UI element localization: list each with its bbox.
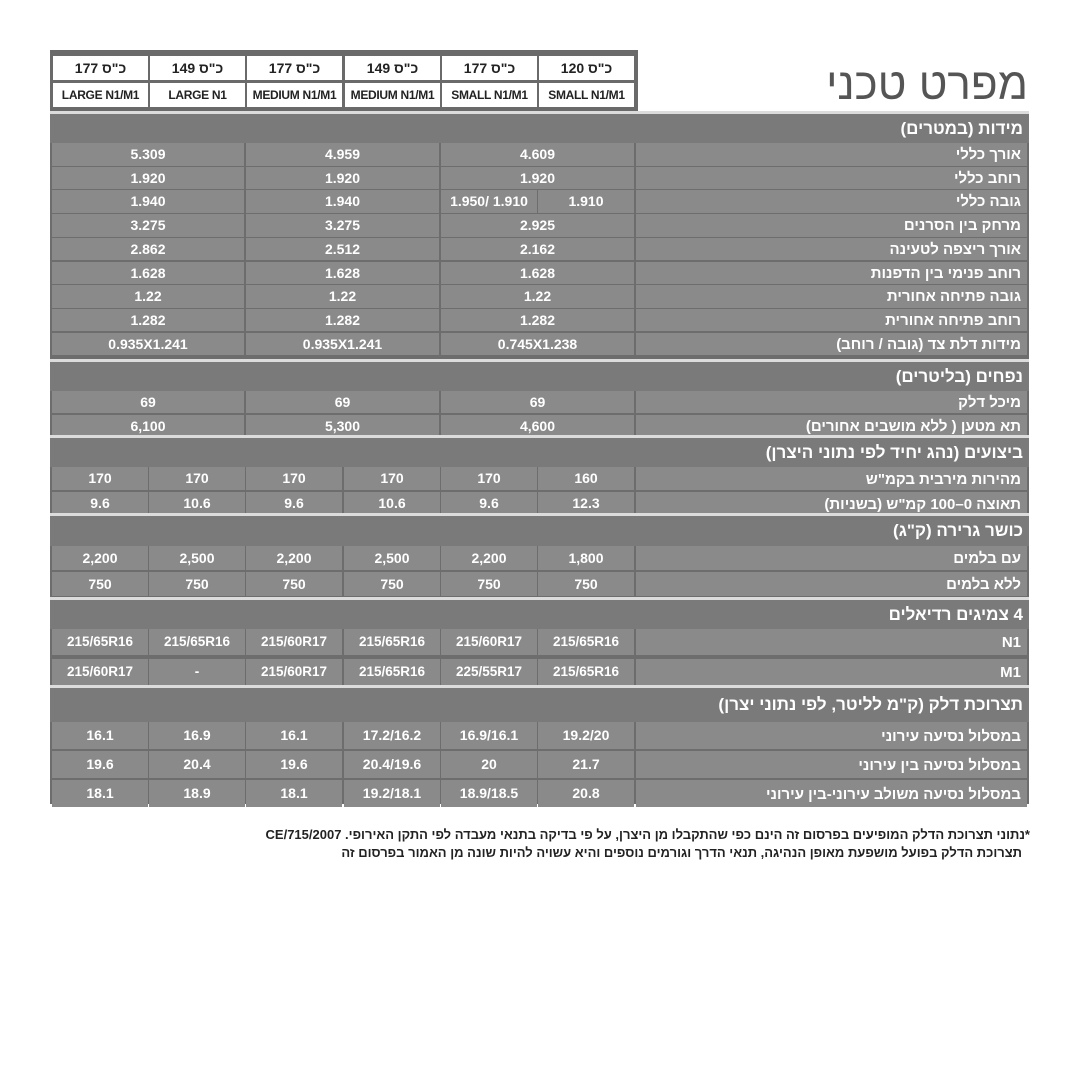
value-cell: 750 — [246, 572, 342, 596]
section-tires — [50, 597, 1029, 629]
value-cell: 215/65R16 — [538, 629, 634, 655]
value-cell: 2.162 — [441, 238, 634, 261]
section-title: 4 צמיגים רדיאלים — [888, 605, 1023, 624]
value-cell: 69 — [246, 391, 439, 413]
value-cell: 2.862 — [52, 238, 244, 261]
row-label: במסלול נסיעה משולב עירוני-בין עירוני — [636, 780, 1027, 807]
model-name-label: SMALL N1/M1 — [539, 83, 634, 107]
value-cell: 12.3 — [538, 492, 634, 515]
value-cell: 21.7 — [538, 751, 634, 778]
value-cell: 215/65R16 — [149, 629, 245, 655]
value-cell: 20.4 — [149, 751, 245, 778]
value-cell: 215/65R16 — [538, 659, 634, 685]
row-label: במסלול נסיעה בין עירוני — [636, 751, 1027, 778]
value-cell: 5.309 — [52, 143, 244, 166]
value-cell: 1.920 — [52, 167, 244, 190]
value-cell: 17.2/16.2 — [344, 722, 440, 749]
row-label: מיכל דלק — [636, 391, 1027, 413]
value-cell: 16.1 — [246, 722, 342, 749]
model-name-label: MEDIUM N1/M1 — [345, 83, 440, 107]
value-cell: 1.282 — [441, 309, 634, 332]
row-label: אורך ריצפה לטעינה — [636, 238, 1027, 261]
row-label: ללא בלמים — [636, 572, 1027, 596]
value-cell: - — [149, 659, 245, 685]
value-cell: 1.940 — [246, 190, 439, 213]
value-cell: 170 — [246, 467, 342, 490]
row-label: עם בלמים — [636, 546, 1027, 570]
value-cell: 215/60R17 — [246, 659, 342, 685]
value-cell: 215/65R16 — [344, 659, 440, 685]
value-cell: 1.940 — [52, 190, 244, 213]
section-volumes — [50, 359, 1029, 391]
row-label: תאוצה 0–100 קמ"ש (בשניות) — [636, 492, 1027, 515]
section-title: מידות (במטרים) — [900, 119, 1023, 138]
value-cell: 750 — [538, 572, 634, 596]
value-cell: 10.6 — [149, 492, 245, 515]
value-cell: 16.9 — [149, 722, 245, 749]
value-cell: 1.628 — [441, 262, 634, 285]
value-cell: 4.609 — [441, 143, 634, 166]
value-cell: 18.9/18.5 — [441, 780, 537, 807]
value-cell: 20.4/19.6 — [344, 751, 440, 778]
row-label: מהירות מירבית בקמ"ש — [636, 467, 1027, 490]
section-title: נפחים (בליטרים) — [895, 367, 1023, 386]
value-cell: 1.282 — [246, 309, 439, 332]
value-cell: 20 — [441, 751, 537, 778]
value-cell: 16.9/16.1 — [441, 722, 537, 749]
value-cell: 0.935X1.241 — [52, 333, 244, 356]
value-cell: 170 — [52, 467, 148, 490]
model-name-label: MEDIUM N1/M1 — [247, 83, 342, 107]
value-cell: 9.6 — [52, 492, 148, 515]
row-label: רוחב פנימי בין הדפנות — [636, 262, 1027, 285]
section-fuel — [50, 685, 1029, 722]
value-cell: 2,500 — [149, 546, 245, 570]
row-label: רוחב כללי — [636, 167, 1027, 190]
value-cell: 16.1 — [52, 722, 148, 749]
value-cell: 750 — [149, 572, 245, 596]
value-cell: 69 — [441, 391, 634, 413]
row-label: רוחב פתיחה אחורית — [636, 309, 1027, 332]
value-cell: 0.745X1.238 — [441, 333, 634, 356]
section-title: כושר גרירה (ק"ג) — [893, 521, 1023, 540]
value-cell: 215/60R17 — [52, 659, 148, 685]
value-cell: 19.2/18.1 — [344, 780, 440, 807]
value-cell: 2,200 — [52, 546, 148, 570]
value-cell: 1.920 — [246, 167, 439, 190]
value-cell: 170 — [344, 467, 440, 490]
value-cell: 20.8 — [538, 780, 634, 807]
page-title: מפרט טכני — [826, 60, 1028, 109]
value-cell: 2.512 — [246, 238, 439, 261]
value-cell: 5,300 — [246, 415, 439, 437]
section-towing — [50, 513, 1029, 546]
value-cell: 9.6 — [246, 492, 342, 515]
value-cell: 2.925 — [441, 214, 634, 237]
value-cell: 1.282 — [52, 309, 244, 332]
value-cell: 1.950/ 1.910 — [441, 190, 537, 213]
value-cell: 9.6 — [441, 492, 537, 515]
value-cell: 215/65R16 — [344, 629, 440, 655]
value-cell: 1.22 — [246, 285, 439, 308]
value-cell: 170 — [149, 467, 245, 490]
model-power-label: 177 כ"ס — [247, 56, 342, 80]
value-cell: 750 — [441, 572, 537, 596]
value-cell: 4,600 — [441, 415, 634, 437]
value-cell: 4.959 — [246, 143, 439, 166]
value-cell: 3.275 — [246, 214, 439, 237]
row-label: גובה כללי — [636, 190, 1027, 213]
row-label: גובה פתיחה אחורית — [636, 285, 1027, 308]
model-power-label: 149 כ"ס — [150, 56, 245, 80]
model-name-label: LARGE N1/M1 — [53, 83, 148, 107]
spec-table — [50, 111, 1029, 804]
model-power-label: 120 כ"ס — [539, 56, 634, 80]
value-cell: 1.22 — [441, 285, 634, 308]
model-name-label: SMALL N1/M1 — [442, 83, 537, 107]
value-cell: 170 — [441, 467, 537, 490]
section-performance — [50, 435, 1029, 467]
value-cell: 2,200 — [246, 546, 342, 570]
footnote-line-2: תצרוכת הדלק בפועל מושפעת מאופן הנהיגה, תנאי הדרך וגורמים נוספים והיא עשויה להיות שונה מן האמור בפרסום זה — [341, 845, 1022, 860]
row-label: תא מטען ( ללא מושבים אחורים) — [636, 415, 1027, 437]
row-label: M1 — [636, 659, 1027, 685]
value-cell: 160 — [538, 467, 634, 490]
value-cell: 1.920 — [441, 167, 634, 190]
value-cell: 69 — [52, 391, 244, 413]
value-cell: 1.628 — [52, 262, 244, 285]
section-dimensions — [50, 111, 1029, 143]
value-cell: 215/60R17 — [441, 629, 537, 655]
value-cell: 2,500 — [344, 546, 440, 570]
value-cell: 1,800 — [538, 546, 634, 570]
value-cell: 225/55R17 — [441, 659, 537, 685]
value-cell: 18.9 — [149, 780, 245, 807]
value-cell: 6,100 — [52, 415, 244, 437]
value-cell: 19.2/20 — [538, 722, 634, 749]
value-cell: 0.935X1.241 — [246, 333, 439, 356]
row-label: N1 — [636, 629, 1027, 655]
section-title: תצרוכת דלק (ק"מ לליטר, לפי נתוני יצרן) — [718, 695, 1023, 714]
value-cell: 1.910 — [538, 190, 634, 213]
footnote — [50, 826, 1030, 862]
value-cell: 1.22 — [52, 285, 244, 308]
row-label: אורך כללי — [636, 143, 1027, 166]
value-cell: 3.275 — [52, 214, 244, 237]
value-cell: 750 — [52, 572, 148, 596]
row-label: במסלול נסיעה עירוני — [636, 722, 1027, 749]
value-cell: 18.1 — [246, 780, 342, 807]
model-name-label: LARGE N1 — [150, 83, 245, 107]
value-cell: 215/60R17 — [246, 629, 342, 655]
model-header — [50, 50, 638, 111]
value-cell: 750 — [344, 572, 440, 596]
row-label: מרחק בין הסרנים — [636, 214, 1027, 237]
value-cell: 10.6 — [344, 492, 440, 515]
value-cell: 19.6 — [52, 751, 148, 778]
model-power-label: 177 כ"ס — [53, 56, 148, 80]
value-cell: 2,200 — [441, 546, 537, 570]
value-cell: 18.1 — [52, 780, 148, 807]
model-power-label: 177 כ"ס — [442, 56, 537, 80]
model-power-label: 149 כ"ס — [345, 56, 440, 80]
section-title: ביצועים (נהג יחיד לפי נתוני היצרן) — [765, 443, 1023, 462]
value-cell: 1.628 — [246, 262, 439, 285]
footnote-line-1: *נתוני תצרוכת הדלק המופיעים בפרסום זה הינם כפי שהתקבלו מן היצרן, על פי בדיקה בתנאי מעבדה לפי התקן האירופי. CE/715/2007 — [265, 827, 1030, 842]
value-cell: 19.6 — [246, 751, 342, 778]
row-label: מידות דלת צד (גובה / רוחב) — [636, 333, 1027, 356]
value-cell: 215/65R16 — [52, 629, 148, 655]
